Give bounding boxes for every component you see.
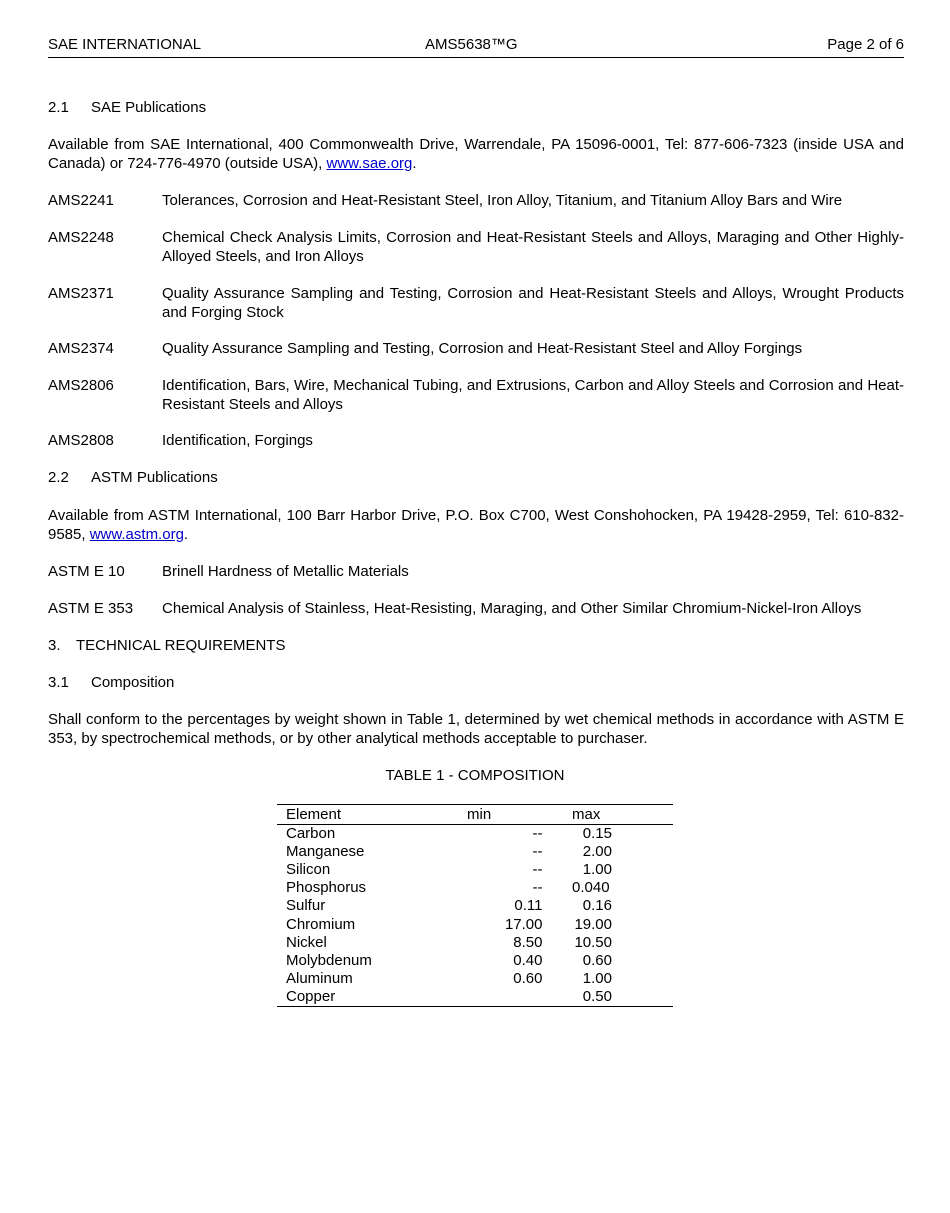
column-header-min: min [467,805,572,825]
table-header-row [277,805,673,825]
astm-website-link[interactable]: www.astm.org [89,525,184,543]
intro-end: . [183,525,189,543]
page-header [48,36,904,58]
table-row [277,897,673,915]
reference-title: Chemical Check Analysis Limits, Corrosion and Heat-Resistant Steels and Alloys, Maraging and Other Highly-Alloyed Steels, and Iron Alloys [162,229,904,265]
reference-item [48,340,904,359]
cell-element: Carbon [286,825,336,843]
cell-min [467,897,572,915]
reference-code: AMS2241 [48,192,114,209]
cell-max [572,988,673,1007]
cell-element: Silicon [286,861,331,879]
reference-code: AMS2248 [48,229,114,246]
reference-item [48,377,904,414]
sae-website-link[interactable]: www.sae.org [326,154,413,172]
section-number: 3.1 [48,674,69,691]
table-row [277,843,673,861]
cell-min [467,843,572,861]
max-value: 0.040 [572,879,610,897]
section-number: 2.2 [48,469,69,486]
reference-item [48,192,904,211]
reference-code: AMS2808 [48,432,114,449]
reference-title: Brinell Hardness of Metallic Materials [162,563,409,580]
section-title: TECHNICAL REQUIREMENTS [76,637,286,654]
min-value: 0.60 [513,969,543,987]
header-page-number: Page 2 of 6 [827,36,904,53]
table-row [277,861,673,879]
header-org: SAE INTERNATIONAL [48,36,202,53]
composition-table [277,804,673,1007]
reference-item [48,229,904,266]
reference-title: Chemical Analysis of Stainless, Heat-Resisting, Maraging, and Other Similar Chromium-Nickel-Iron Alloys [162,600,862,617]
intro-text: Available from SAE International, 400 Commonwealth Drive, Warrendale, PA 15096-0001, Tel: 877-606-7323 (inside USA and Canada) or 724-776-4970 (outside USA), [48,136,904,172]
intro-end: . [412,154,417,172]
reference-code: AMS2374 [48,340,114,357]
table-row [277,988,673,1007]
min-value: -- [532,825,543,843]
cell-min [467,915,572,933]
reference-title: Tolerances, Corrosion and Heat-Resistant Steel, Iron Alloy, Titanium, and Titanium Alloy Bars and Wire [162,192,843,209]
column-header-element: Element [277,805,467,825]
max-value: 1.00 [582,861,612,879]
header-doc-id: AMS5638™G [425,36,518,53]
table-row [277,825,673,844]
cell-max [572,934,673,952]
cell-max [572,915,673,933]
intro-text: Available from ASTM International, 100 Barr Harbor Drive, P.O. Box C700, West Conshohocken, PA 19428-2959, Tel: 610-832-9585, [48,507,904,543]
reference-code: AMS2371 [48,285,114,302]
section-2-1-intro [48,136,904,173]
table-row [277,915,673,933]
reference-code: AMS2806 [48,377,114,394]
section-2-2-heading [48,469,904,488]
cell-element: Sulfur [286,897,326,915]
section-3-heading [48,637,904,656]
max-value: 1.00 [582,969,612,987]
min-value: 17.00 [504,915,543,933]
cell-element: Molybdenum [286,951,372,969]
table-row [277,879,673,897]
section-title: SAE Publications [91,99,207,116]
max-value: 0.15 [582,825,612,843]
section-3-1-heading [48,674,904,693]
table-title: TABLE 1 - COMPOSITION [385,767,565,784]
cell-min [467,861,572,879]
min-value: 8.50 [513,933,543,951]
cell-max [572,861,673,879]
reference-code: ASTM E 353 [48,600,134,617]
min-value: -- [532,843,543,861]
min-value: -- [532,861,543,879]
min-value: 0.11 [514,897,543,915]
cell-max [572,843,673,861]
reference-item [48,285,904,322]
section-3-1-text: Shall conform to the percentages by weight shown in Table 1, determined by wet chemical methods in accordance with ASTM E 353, by spectrochemical methods, or by other analytical methods acceptable to purchaser. [48,711,904,747]
reference-title: Quality Assurance Sampling and Testing, Corrosion and Heat-Resistant Steels and Alloys, Wrought Products and Forging Stock [162,285,904,321]
cell-min [467,825,572,844]
max-value: 2.00 [582,843,612,861]
max-value: 19.00 [574,915,612,933]
max-value: 0.16 [582,897,612,915]
min-value: 0.40 [513,951,543,969]
reference-item [48,600,904,619]
cell-element: Aluminum [286,969,353,987]
reference-title: Identification, Bars, Wire, Mechanical Tubing, and Extrusions, Carbon and Alloy Steels and Corrosion and Heat-Resistant Steels and Alloys [162,377,904,413]
cell-element: Phosphorus [286,879,367,897]
cell-min [467,988,572,1007]
section-title: Composition [91,674,175,691]
cell-min [467,879,572,897]
section-number: 3. [48,637,61,654]
cell-max [572,897,673,915]
column-header-max: max [572,805,673,825]
reference-item [48,432,904,451]
table-row [277,952,673,970]
cell-element: Manganese [286,843,365,861]
min-value: -- [532,879,543,897]
section-2-2-intro [48,507,904,544]
section-title: ASTM Publications [91,469,218,486]
cell-max [572,952,673,970]
cell-max [572,970,673,988]
cell-min [467,952,572,970]
max-value: 10.50 [574,933,612,951]
cell-max [572,825,673,844]
cell-min [467,934,572,952]
table-row [277,970,673,988]
cell-element: Chromium [286,915,356,933]
max-value: 0.60 [582,951,612,969]
reference-item [48,563,904,582]
section-number: 2.1 [48,99,69,116]
reference-title: Quality Assurance Sampling and Testing, Corrosion and Heat-Resistant Steel and Alloy Forgings [162,340,803,357]
reference-title: Identification, Forgings [162,432,313,449]
cell-min [467,970,572,988]
cell-max [572,879,673,897]
table-row [277,934,673,952]
section-2-1-heading [48,99,904,118]
reference-code: ASTM E 10 [48,563,125,580]
max-value: 0.50 [582,987,612,1005]
cell-element: Copper [286,987,336,1005]
cell-element: Nickel [286,933,327,951]
